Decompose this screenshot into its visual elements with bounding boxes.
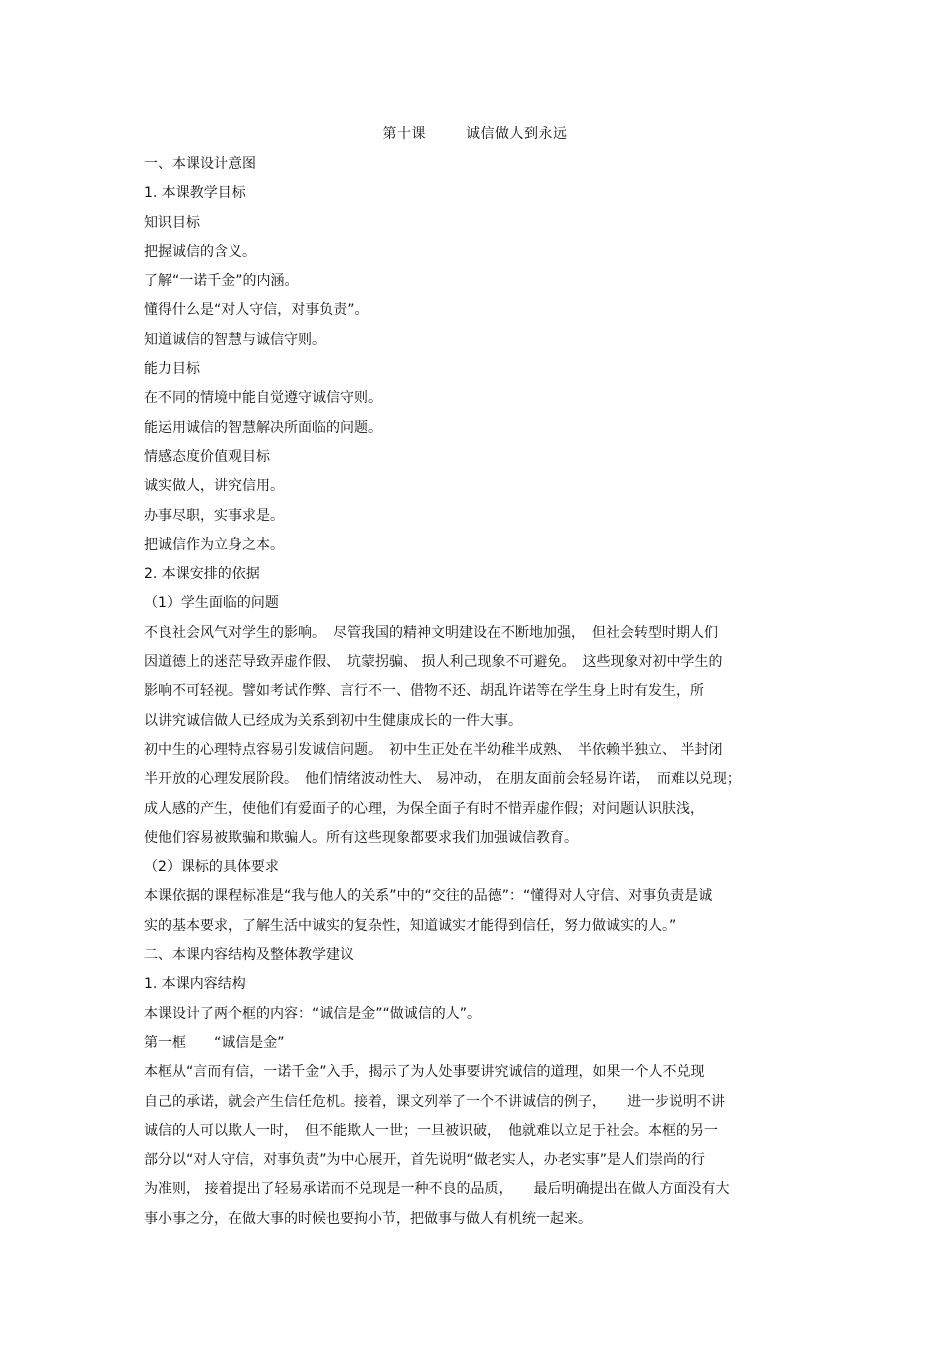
text-line: 在不同的情境中能自觉遵守诚信守则。: [144, 390, 382, 407]
text-line: 以讲究诚信做人已经成为关系到初中生健康成长的一件大事。: [144, 712, 522, 729]
subsection-heading: 2. 本课安排的依据: [144, 566, 260, 583]
text-line: 成人感的产生，使他们有爱面子的心理，为保全面子有时不惜弄虚作假；对问题认识肤浅，: [144, 800, 704, 817]
text-line: 把诚信作为立身之本。: [144, 536, 284, 553]
text-line: 不良社会风气对学生的影响。 尽管我国的精神文明建设在不断地加强， 但社会转型时期人们: [144, 624, 718, 641]
text-line: 知道诚信的智慧与诚信守则。: [144, 331, 326, 348]
text-line: 半开放的心理发展阶段。 他们情绪波动性大、 易冲动， 在朋友面前会轻易许诺， 而难以兑现；: [144, 771, 741, 788]
subsection-heading: 1. 本课内容结构: [144, 976, 246, 993]
document-body: [144, 150, 810, 1234]
text-line: 为准则， 接着提出了轻易承诺而不兑现是一种不良的品质， 最后明确提出在做人方面没有大: [144, 1181, 730, 1198]
lesson-title: [0, 123, 950, 143]
text-line: 本框从“言而有信，一诺千金”入手，揭示了为人处事要讲究诚信的道理，如果一个人不兑现: [144, 1064, 705, 1081]
text-line: 使他们容易被欺骗和欺骗人。所有这些现象都要求我们加强诚信教育。: [144, 829, 578, 846]
item-heading: （1）学生面临的问题: [144, 595, 279, 612]
frame-heading: 第一框 “诚信是金”: [144, 1034, 285, 1051]
item-heading: （2）课标的具体要求: [144, 859, 279, 876]
section-heading: 一、本课设计意图: [144, 156, 256, 172]
subsection-heading: 1. 本课教学目标: [144, 185, 246, 202]
text-line: 办事尽职，实事求是。: [144, 507, 284, 524]
text-line: 本课设计了两个框的内容：“诚信是金”“做诚信的人”。: [144, 1005, 482, 1022]
text-line: 了解“一诺千金”的内涵。: [144, 273, 299, 290]
text-line: 诚实做人，讲究信用。: [144, 478, 284, 495]
goal-heading: 情感态度价值观目标: [144, 448, 270, 465]
text-line: 把握诚信的含义。: [144, 243, 256, 260]
text-line: 初中生的心理特点容易引发诚信问题。 初中生正处在半幼稚半成熟、 半依赖半独立、 半封闭: [144, 741, 723, 758]
goal-heading: 知识目标: [144, 214, 200, 231]
text-line: 能运用诚信的智慧解决所面临的问题。: [144, 419, 382, 436]
text-line: 因道德上的迷茫导致弄虚作假、 坑蒙拐骗、 损人利己现象不可避免。 这些现象对初中学生的: [144, 654, 723, 671]
text-line: 懂得什么是“对人守信，对事负责”。: [144, 302, 369, 319]
text-line: 诚信的人可以欺人一时， 但不能欺人一世；一旦被识破， 他就难以立足于社会。本框的另一: [144, 1122, 718, 1139]
text-line: 影响不可轻视。譬如考试作弊、言行不一、借物不还、胡乱许诺等在学生身上时有发生，所: [144, 683, 704, 700]
goal-heading: 能力目标: [144, 361, 200, 378]
text-line: 自己的承诺，就会产生信任危机。接着，课文列举了一个不讲诚信的例子， 进一步说明不讲: [144, 1093, 725, 1110]
text-line: 本课依据的课程标准是“我与他人的关系”中的“交往的品德”：“懂得对人守信、对事负责是诚: [144, 888, 713, 905]
lesson-number: 第十课: [382, 126, 426, 142]
lesson-topic: 诚信做人到永远: [466, 126, 568, 142]
section-heading: 二、本课内容结构及整体教学建议: [144, 947, 354, 964]
text-line: 事小事之分，在做大事的时候也要拘小节，把做事与做人有机统一起来。: [144, 1210, 592, 1227]
text-line: 实的基本要求，了解生活中诚实的复杂性，知道诚实才能得到信任，努力做诚实的人。”: [144, 917, 677, 934]
text-line: 部分以“对人守信，对事负责”为中心展开，首先说明“做老实人，办老实事”是人们崇尚的行: [144, 1152, 706, 1169]
